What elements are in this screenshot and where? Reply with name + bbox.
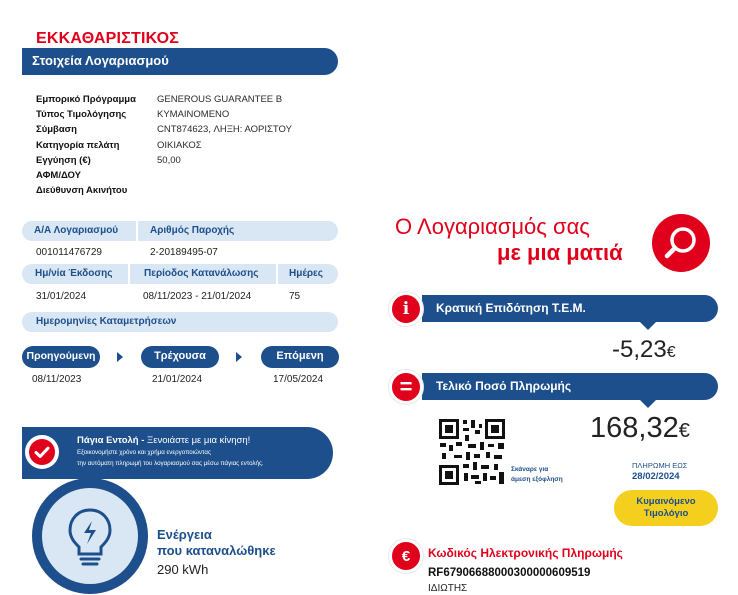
standing-order-title: Πάγια Εντολή - [77, 435, 145, 446]
energy-value: 290 kWh [157, 562, 209, 577]
info-row [36, 183, 292, 198]
account-number-value: 001011476729 [36, 247, 102, 258]
previous-reading-date: 08/11/2023 [32, 374, 82, 385]
qr-caption-line1: Σκάναρε για [511, 466, 549, 473]
total-bar: Τελικό Ποσό Πληρωμής [422, 373, 718, 400]
chevron-right-icon [117, 352, 123, 362]
info-row [36, 168, 292, 183]
info-value: CNT874623, ΛΗΞΗ: ΑΟΡΙΣΤΟΥ [157, 124, 292, 136]
variable-tariff-badge [614, 490, 718, 526]
badge-line1: Κυμαινόμενο [636, 496, 696, 507]
meter-dates-header: Ημερομηνίες Καταμετρήσεων [22, 312, 338, 332]
subsidy-currency: € [666, 344, 676, 361]
standing-order-line2: την αυτόματη πληρωμή του λογαριασμού σας μέσω πάγιας εντολής. [77, 460, 264, 467]
chevron-right-icon [236, 352, 242, 362]
energy-title-line1: Ενέργεια [157, 527, 212, 542]
document-title: ΕΚΚΑΘΑΡΙΣΤΙΚΟΣ [36, 30, 180, 47]
standing-order-subtitle: Ξενοιάστε με μια κίνηση! [144, 435, 251, 446]
standing-order-banner [22, 427, 333, 479]
account-section-header: Στοιχεία Λογαριασμού [22, 48, 338, 75]
info-icon: i [389, 292, 423, 326]
qr-caption-line2: άμεση εξόφληση [511, 476, 563, 483]
issue-date-value: 31/01/2024 [36, 291, 87, 302]
previous-reading-pill: Προηγούμενη [22, 346, 100, 368]
account-number-header: Α/Α Λογαριασμού [22, 221, 136, 241]
info-value: GENEROUS GUARANTEE B [157, 94, 283, 105]
info-value: 50,00 [157, 154, 181, 166]
info-row [36, 122, 292, 137]
badge-line2: Τιμολόγιο [643, 508, 689, 519]
info-label: ΑΦΜ/ΔΟΥ [36, 169, 81, 181]
info-row [36, 107, 292, 122]
total-amount: 168,32 [590, 412, 679, 444]
bar-notch [640, 322, 656, 330]
supply-number-header: Αριθμός Παροχής [138, 221, 338, 241]
period-header: Περίοδος Κατανάλωσης [130, 264, 276, 284]
account-info-table [36, 92, 292, 198]
standing-order-line1: Εξοικονομήστε χρόνο και χρήμα ενεργοποιώντας [77, 449, 211, 456]
overview-line2: με μια ματιά [497, 240, 623, 265]
info-row [36, 92, 292, 107]
days-header: Ημέρες [278, 264, 338, 284]
info-row [36, 138, 292, 153]
equals-icon: = [389, 370, 423, 404]
supply-number-value: 2-20189495-07 [150, 247, 218, 258]
days-value: 75 [289, 291, 301, 302]
payment-code-value: RF67906688000300000609519 [428, 567, 591, 579]
due-date-value: 28/02/2024 [632, 471, 680, 482]
subsidy-bar: Κρατική Επιδότηση Τ.Ε.Μ. [422, 295, 718, 322]
subsidy-amount: -5,23 [612, 336, 667, 363]
info-label: Τύπος Τιμολόγησης [36, 109, 127, 121]
info-value: ΚΥΜΑΙΝΟΜΕΝΟ [157, 109, 230, 121]
next-reading-date: 17/05/2024 [273, 374, 324, 385]
bar-notch [640, 400, 656, 408]
lightbulb-badge [32, 478, 148, 594]
due-date-label: ΠΛΗΡΩΜΗ ΕΩΣ [632, 461, 688, 470]
next-reading-pill: Επόμενη [261, 346, 339, 368]
payment-code-owner: ΙΔΙΩΤΗΣ [428, 583, 468, 594]
info-label: Εμπορικό Πρόγραμμα [36, 94, 136, 105]
magnifier-icon [652, 214, 710, 272]
euro-icon: € [389, 539, 423, 573]
standing-order-badge [22, 432, 62, 472]
payment-code-title: Κωδικός Ηλεκτρονικής Πληρωμής [428, 546, 623, 560]
qr-code-icon[interactable] [438, 418, 506, 486]
current-reading-pill: Τρέχουσα [141, 346, 219, 368]
info-label: Εγγύηση (€) [36, 154, 91, 166]
info-label: Διεύθυνση Ακινήτου [36, 185, 128, 197]
info-value: ΟΙΚΙΑΚΟΣ [157, 139, 202, 151]
overview-line1: Ο Λογαριασμός σας [395, 214, 590, 239]
info-row [36, 153, 292, 168]
issue-date-header: Ημ/νία Έκδοσης [22, 264, 128, 284]
info-label: Σύμβαση [36, 124, 77, 136]
energy-title-line2: που καταναλώθηκε [157, 543, 276, 558]
info-label: Κατηγορία πελάτη [36, 139, 120, 151]
lightbulb-icon [42, 488, 138, 584]
check-icon [29, 439, 55, 465]
current-reading-date: 21/01/2024 [152, 374, 203, 385]
period-value: 08/11/2023 - 21/01/2024 [143, 291, 252, 302]
total-currency: € [678, 420, 690, 442]
